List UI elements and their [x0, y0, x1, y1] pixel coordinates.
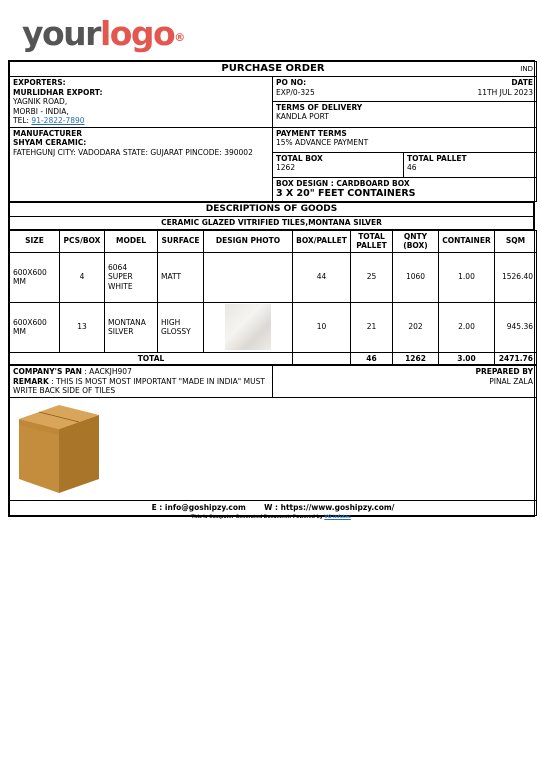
manufacturer-name: SHYAM CERAMIC: — [13, 138, 87, 147]
column-header: BOX/PALLET — [293, 230, 351, 252]
powered-by-link[interactable]: VG Infotec — [324, 515, 351, 520]
box-image-area — [10, 397, 537, 500]
total-pallet-cell: 25 — [351, 252, 393, 302]
contact-website[interactable]: W : https://www.goshipzy.com/ — [264, 502, 395, 512]
design-photo-cell — [204, 252, 293, 302]
total-box-value: 1262 — [276, 163, 296, 172]
column-header: MODEL — [105, 230, 158, 252]
box-design-block — [273, 177, 537, 202]
contact-email[interactable]: E : info@goshipzy.com — [151, 502, 246, 512]
logo-word-your: your — [22, 14, 100, 53]
column-header: PCS/BOX — [60, 230, 105, 252]
box-design: BOX DESIGN : CARDBOARD BOX — [276, 178, 410, 188]
prepared-label: PREPARED BY — [475, 367, 533, 376]
contact-row — [10, 500, 537, 515]
goods-title: DESCRIPTIONS OF GOODS — [10, 203, 534, 217]
total-qnty-sum: 1262 — [393, 352, 439, 365]
containers-summary: 3 X 20" FEET CONTAINERS — [276, 188, 416, 199]
title-row — [10, 62, 537, 77]
manufacturer-block — [10, 127, 273, 202]
country-code: IND — [520, 65, 533, 73]
container-cell: 2.00 — [439, 302, 495, 352]
generated-text: This is Computer Generated Document. Powered by — [191, 515, 323, 520]
qnty-cell: 202 — [393, 302, 439, 352]
sqm-cell: 1526.40 — [495, 252, 537, 302]
delivery-block — [273, 101, 537, 127]
goods-table — [9, 230, 537, 366]
payment-block — [273, 127, 537, 152]
remarks-block — [10, 366, 273, 398]
tile-photo — [225, 304, 271, 350]
remark-label: REMARK — [13, 376, 49, 386]
table-header-row — [10, 230, 537, 252]
pan-label: COMPANY'S PAN — [13, 367, 82, 376]
po-block — [273, 77, 537, 102]
column-header: TOTAL PALLET — [351, 230, 393, 252]
design-photo-cell — [204, 302, 293, 352]
total-pallet-value: 46 — [407, 163, 417, 172]
column-header: QNTY (BOX) — [393, 230, 439, 252]
size-cell: 600X600 MM — [10, 302, 60, 352]
payment-value: 15% ADVANCE PAYMENT — [276, 138, 369, 147]
purchase-order-document — [8, 60, 535, 517]
exporter-address-line1: YAGNIK ROAD, — [13, 97, 68, 106]
tel-label: TEL: — [13, 116, 30, 125]
column-header: DESIGN PHOTO — [204, 230, 293, 252]
tel-link[interactable]: 91-2822-7890 — [31, 116, 85, 125]
exporter-block — [10, 77, 273, 128]
total-container-sum: 3.00 — [439, 352, 495, 365]
table-row — [10, 252, 537, 302]
page-title: PURCHASE ORDER — [221, 63, 325, 74]
po-label: PO NO: — [276, 78, 307, 87]
column-header: SURFACE — [158, 230, 204, 252]
table-row — [10, 302, 537, 352]
po-value: EXP/0-325 — [276, 87, 315, 97]
surface-cell: HIGH GLOSSY — [158, 302, 204, 352]
date-label: DATE — [511, 78, 533, 87]
total-pallet-sum: 46 — [351, 352, 393, 365]
date-value: 11TH JUL 2023 — [477, 87, 533, 97]
sqm-cell: 945.36 — [495, 302, 537, 352]
total-pallet-label: TOTAL PALLET — [407, 153, 467, 163]
manufacturer-address: FATEHGUNJ CITY: VADODARA STATE: GUJARAT PINCODE: 390002 — [13, 147, 253, 157]
container-cell: 1.00 — [439, 252, 495, 302]
column-header: SQM — [495, 230, 537, 252]
exporters-label: EXPORTERS: — [13, 78, 66, 87]
total-row — [10, 352, 537, 365]
delivery-label: TERMS OF DELIVERY — [276, 102, 363, 112]
prepared-block — [273, 366, 537, 398]
box-pallet-cell: 10 — [293, 302, 351, 352]
surface-cell: MATT — [158, 252, 204, 302]
total-pallet-cell: 21 — [351, 302, 393, 352]
total-box-label: TOTAL BOX — [276, 153, 323, 163]
company-logo — [22, 14, 185, 54]
remark-value: : THIS IS MOST MOST IMPORTANT "MADE IN INDIA" MUST WRITE BACK SIDE OF TILES — [13, 376, 265, 395]
goods-subtitle: CERAMIC GLAZED VITRIFIED TILES,MONTANA SILVER — [10, 217, 534, 230]
manufacturer-label: MANUFACTURER — [13, 128, 83, 138]
logo-word-logo: logo — [99, 14, 175, 53]
generated-note — [0, 515, 542, 520]
exporter-name: MURLIDHAR EXPORT: — [13, 87, 103, 97]
cardboard-box-image — [13, 399, 103, 495]
model-cell: 6064 SUPER WHITE — [105, 252, 158, 302]
prepared-value: PINAL ZALA — [489, 376, 533, 386]
column-header: SIZE — [10, 230, 60, 252]
column-header: CONTAINER — [439, 230, 495, 252]
box-pallet-cell: 44 — [293, 252, 351, 302]
qnty-cell: 1060 — [393, 252, 439, 302]
total-box-block — [273, 152, 404, 177]
exporter-address-line2: MORBI - INDIA, — [13, 106, 69, 116]
empty-cell — [293, 352, 351, 365]
pan-value: : AACKJH907 — [84, 367, 132, 376]
registered-mark: ® — [174, 31, 186, 44]
payment-label: PAYMENT TERMS — [276, 128, 347, 138]
pcs-cell: 4 — [60, 252, 105, 302]
size-cell: 600X600 MM — [10, 252, 60, 302]
total-sqm-sum: 2471.76 — [495, 352, 537, 365]
pcs-cell: 13 — [60, 302, 105, 352]
total-pallet-block — [404, 152, 537, 177]
total-label: TOTAL — [10, 352, 293, 365]
delivery-value: KANDLA PORT — [276, 112, 329, 122]
model-cell: MONTANA SILVER — [105, 302, 158, 352]
